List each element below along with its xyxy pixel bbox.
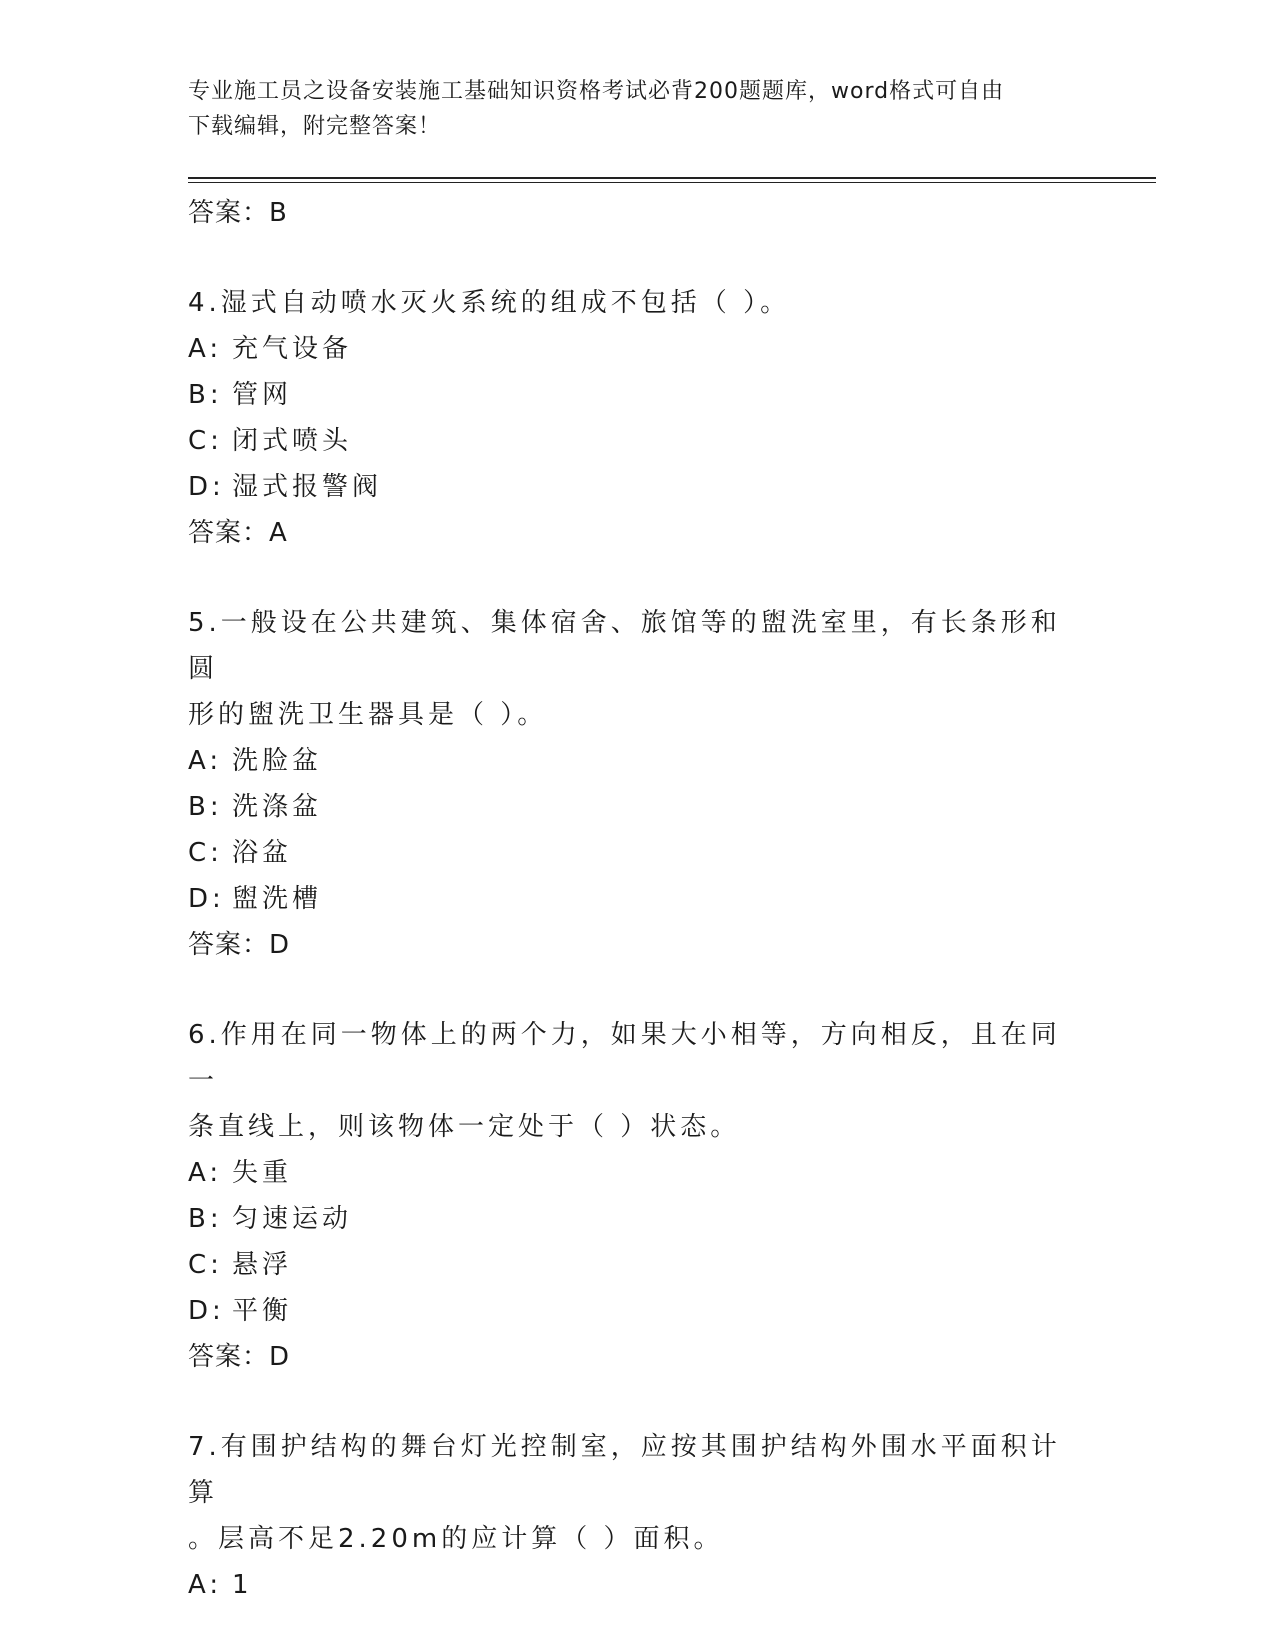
question-7 (188, 1424, 1068, 1608)
answer-line: 答案：A (188, 518, 288, 548)
option-text: 1 (232, 1570, 253, 1600)
spacer (188, 1380, 1068, 1424)
option-text: 平衡 (232, 1296, 293, 1326)
answer-line: 答案：D (188, 930, 291, 960)
question-stem-line-2: 形的盥洗卫生器具是（ ）。 (188, 700, 548, 730)
question-stem-line-2: 。层高不足2.20m的应计算（ ）面积。 (188, 1524, 724, 1554)
document-body (188, 190, 1068, 1608)
option-b (188, 372, 1068, 418)
option-letter: A: (188, 1570, 223, 1600)
header-line-2: 下载编辑，附完整答案！ (188, 114, 442, 139)
option-letter: B: (188, 792, 223, 822)
option-letter: C: (188, 426, 223, 456)
question-5 (188, 600, 1068, 968)
option-text: 充气设备 (232, 334, 353, 364)
question-stem-line-1: 5.一般设在公共建筑、集体宿舍、旅馆等的盥洗室里，有长条形和圆 (188, 608, 1061, 684)
option-text: 匀速运动 (232, 1204, 353, 1234)
option-letter: A: (188, 746, 223, 776)
header-rule-thin (188, 182, 1156, 183)
question-stem: 4.湿式自动喷水灭火系统的组成不包括（ ）。 (188, 288, 791, 318)
option-d (188, 464, 1068, 510)
option-c (188, 418, 1068, 464)
option-text: 悬浮 (232, 1250, 293, 1280)
option-letter: D: (188, 472, 225, 502)
spacer (188, 236, 1068, 280)
spacer (188, 556, 1068, 600)
option-letter: B: (188, 1204, 223, 1234)
option-letter: B: (188, 380, 223, 410)
option-a (188, 1562, 1068, 1608)
option-text: 浴盆 (232, 838, 293, 868)
option-c (188, 830, 1068, 876)
option-text: 洗涤盆 (232, 792, 323, 822)
question-4 (188, 280, 1068, 556)
question-stem-line-1: 7.有围护结构的舞台灯光控制室，应按其围护结构外围水平面积计算 (188, 1432, 1061, 1508)
option-text: 盥洗槽 (232, 884, 323, 914)
option-letter: A: (188, 1158, 223, 1188)
previous-answer: 答案：B (188, 198, 288, 228)
option-a (188, 738, 1068, 784)
option-text: 闭式喷头 (232, 426, 353, 456)
option-letter: D: (188, 884, 225, 914)
header-rule-thick (188, 177, 1156, 179)
option-letter: A: (188, 334, 223, 364)
question-stem-line-2: 条直线上，则该物体一定处于（ ）状态。 (188, 1112, 741, 1142)
option-d (188, 1288, 1068, 1334)
answer-line: 答案：D (188, 1342, 291, 1372)
option-letter: C: (188, 1250, 223, 1280)
option-a (188, 1150, 1068, 1196)
option-letter: C: (188, 838, 223, 868)
option-b (188, 784, 1068, 830)
option-letter: D: (188, 1296, 225, 1326)
option-text: 湿式报警阀 (232, 472, 383, 502)
option-c (188, 1242, 1068, 1288)
question-stem-line-1: 6.作用在同一物体上的两个力，如果大小相等，方向相反，且在同一 (188, 1020, 1061, 1096)
option-text: 管网 (232, 380, 293, 410)
option-b (188, 1196, 1068, 1242)
header-line-1: 专业施工员之设备安装施工基础知识资格考试必背200题题库，word格式可自由 (188, 79, 1005, 104)
document-header (188, 74, 1068, 144)
option-text: 失重 (232, 1158, 293, 1188)
question-6 (188, 1012, 1068, 1380)
option-d (188, 876, 1068, 922)
option-text: 洗脸盆 (232, 746, 323, 776)
option-a (188, 326, 1068, 372)
spacer (188, 968, 1068, 1012)
